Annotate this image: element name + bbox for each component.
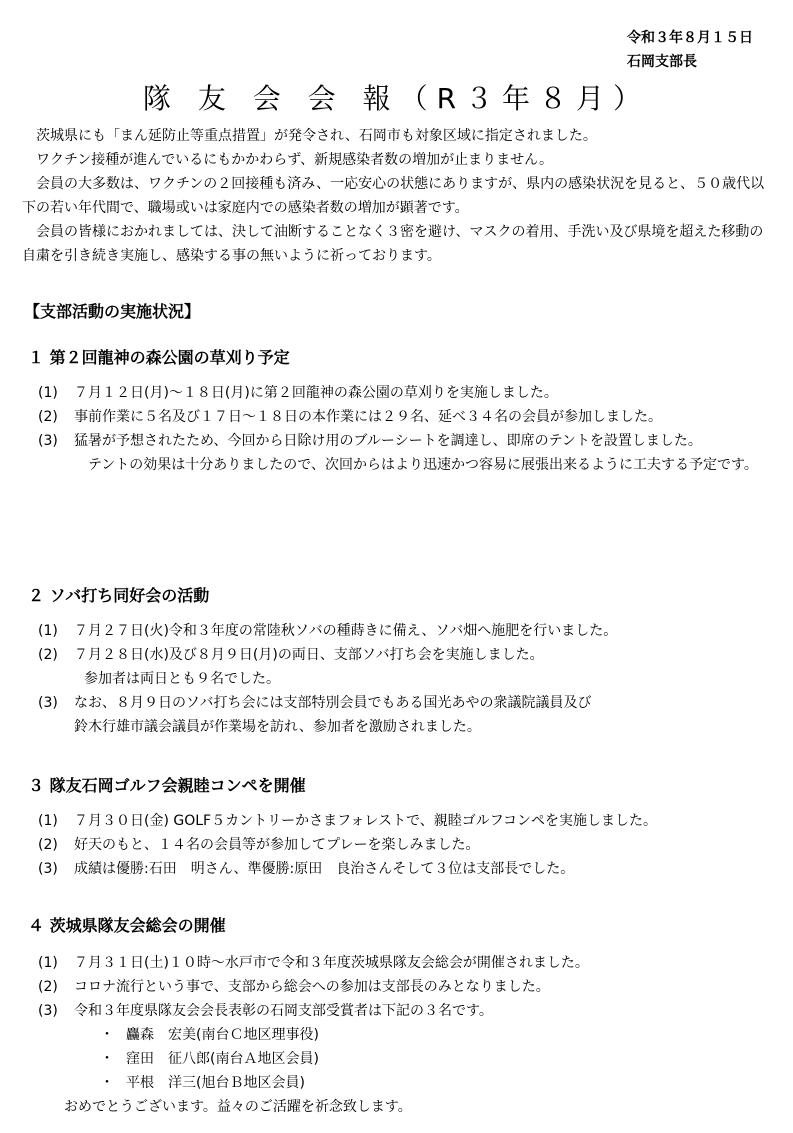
item-number: (2) xyxy=(38,837,58,853)
item-number: (3) xyxy=(38,1003,58,1019)
section-2-list xyxy=(38,619,768,739)
item-text: 令和３年度県隊友会会長表彰の石岡支部受賞者は下記の３名です。 xyxy=(74,1003,493,1019)
item-text: 成績は優勝:石田 明さん、準優勝:原田 良治さんそして３位は支部長でした。 xyxy=(74,861,575,877)
page-title: 隊 友 会 会 報（R３年８月） xyxy=(142,82,651,115)
awardee: ・ 平根 洋三(旭台Ｂ地区会員) xyxy=(100,1071,768,1095)
item-number: (3) xyxy=(38,433,58,449)
list-item xyxy=(38,405,768,429)
intro-text xyxy=(22,124,777,268)
item-number: (3) xyxy=(38,695,58,711)
section-heading-2: ２ ソバ打ち同好会の活動 xyxy=(28,586,210,605)
item-text: ７月３０日(金) GOLF５カントリーかさまフォレストで、親睦ゴルフコンペを実施しました。 xyxy=(74,813,657,829)
item-note: テントの効果は十分ありましたので、次回からはより迅速かつ容易に展張出来るように工夫する予定です。 xyxy=(88,457,758,473)
item-number: (1) xyxy=(38,385,58,401)
item-text: ７月３１日(土)１０時～水戸市で令和３年度茨城県隊友会総会が開催されました。 xyxy=(74,955,589,971)
list-item xyxy=(38,429,768,477)
item-number: (2) xyxy=(38,409,58,425)
header-block xyxy=(627,26,753,74)
item-text: 好天のもと、１４名の会員等が参加してプレーを楽しみました。 xyxy=(74,837,480,853)
intro-paragraph: 会員の皆様におかれましては、決して油断することなく３密を避け、マスクの着用、手洗い及び県境を超えた移動の自粛を引き続き実施し、感染する事の無いように祈っております。 xyxy=(22,224,764,264)
item-number: (3) xyxy=(38,861,58,877)
list-item xyxy=(38,833,768,857)
item-text: ７月１２日(月)～１８日(月)に第２回龍神の森公園の草刈りを実施しました。 xyxy=(74,385,558,401)
section-1-list xyxy=(38,381,768,477)
item-text: コロナ流行という事で、支部から総会への参加は支部長のみとなりました。 xyxy=(74,979,550,995)
awardee-list xyxy=(74,1023,768,1095)
section-4-list xyxy=(38,951,768,1095)
author: 石岡支部長 xyxy=(627,54,697,70)
item-number: (1) xyxy=(38,623,58,639)
section-heading-4: ４ 茨城県隊友会総会の開催 xyxy=(28,916,226,935)
item-text: なお、８月９日のソバ打ち会には支部特別会員でもある国光あやの衆議院議員及び xyxy=(74,695,592,711)
list-item xyxy=(38,857,768,881)
intro-paragraph: 会員の大多数は、ワクチンの２回接種も済み、一応安心の状態にありますが、県内の感染状況を見ると、５０歳代以下の若い年代間で、職場或いは家庭内での感染者数の増加が顕著です。 xyxy=(22,176,765,216)
item-number: (1) xyxy=(38,955,58,971)
list-item xyxy=(38,999,768,1095)
item-number: (1) xyxy=(38,813,58,829)
awardee: ・ 窪田 征八郎(南台Ａ地区会員) xyxy=(100,1047,768,1071)
item-text: ７月２７日(火)令和３年度の常陸秋ソバの種蒔きに備え、ソバ畑へ施肥を行いました。 xyxy=(74,623,618,639)
activities-heading: 【支部活動の実施状況】 xyxy=(24,302,201,321)
section-heading-1: １ 第２回龍神の森公園の草刈り予定 xyxy=(28,348,290,367)
list-item xyxy=(38,691,768,739)
intro-paragraph: ワクチン接種が進んでいるにもかかわらず、新規感染者数の増加が止まりません。 xyxy=(36,152,554,168)
list-item xyxy=(38,809,768,833)
item-number: (2) xyxy=(38,979,58,995)
item-sub: 参加者は両日とも９名でした。 xyxy=(84,671,280,687)
list-item xyxy=(38,381,768,405)
item-number: (2) xyxy=(38,647,58,663)
item-text: ７月２８日(水)及び８月９日(月)の両日、支部ソバ打ち会を実施しました。 xyxy=(74,647,544,663)
section-heading-3: ３ 隊友石岡ゴルフ会親睦コンペを開催 xyxy=(28,776,306,795)
list-item xyxy=(38,643,768,691)
section-3-list xyxy=(38,809,768,881)
list-item xyxy=(38,951,768,975)
item-continuation: 鈴木行雄市議会議員が作業場を訪れ、参加者を激励されました。 xyxy=(74,719,481,735)
list-item xyxy=(38,619,768,643)
closing-message: おめでとうございます。益々のご活躍を祈念致します。 xyxy=(64,1099,412,1115)
item-text: 事前作業に５名及び１７日～１８日の本作業には２９名、延べ３４名の会員が参加しました。 xyxy=(74,409,662,425)
list-item xyxy=(38,975,768,999)
item-text: 猛暑が予想されたため、今回から日除け用のブルーシートを調達し、即席のテントを設置しました。 xyxy=(74,433,702,449)
awardee: ・ 麤森 宏美(南台Ｃ地区理事役) xyxy=(100,1023,768,1047)
issue-date: 令和３年８月１５日 xyxy=(627,30,753,46)
intro-paragraph: 茨城県にも「まん延防止等重点措置」が発令され、石岡市も対象区域に指定されました。 xyxy=(36,128,597,144)
